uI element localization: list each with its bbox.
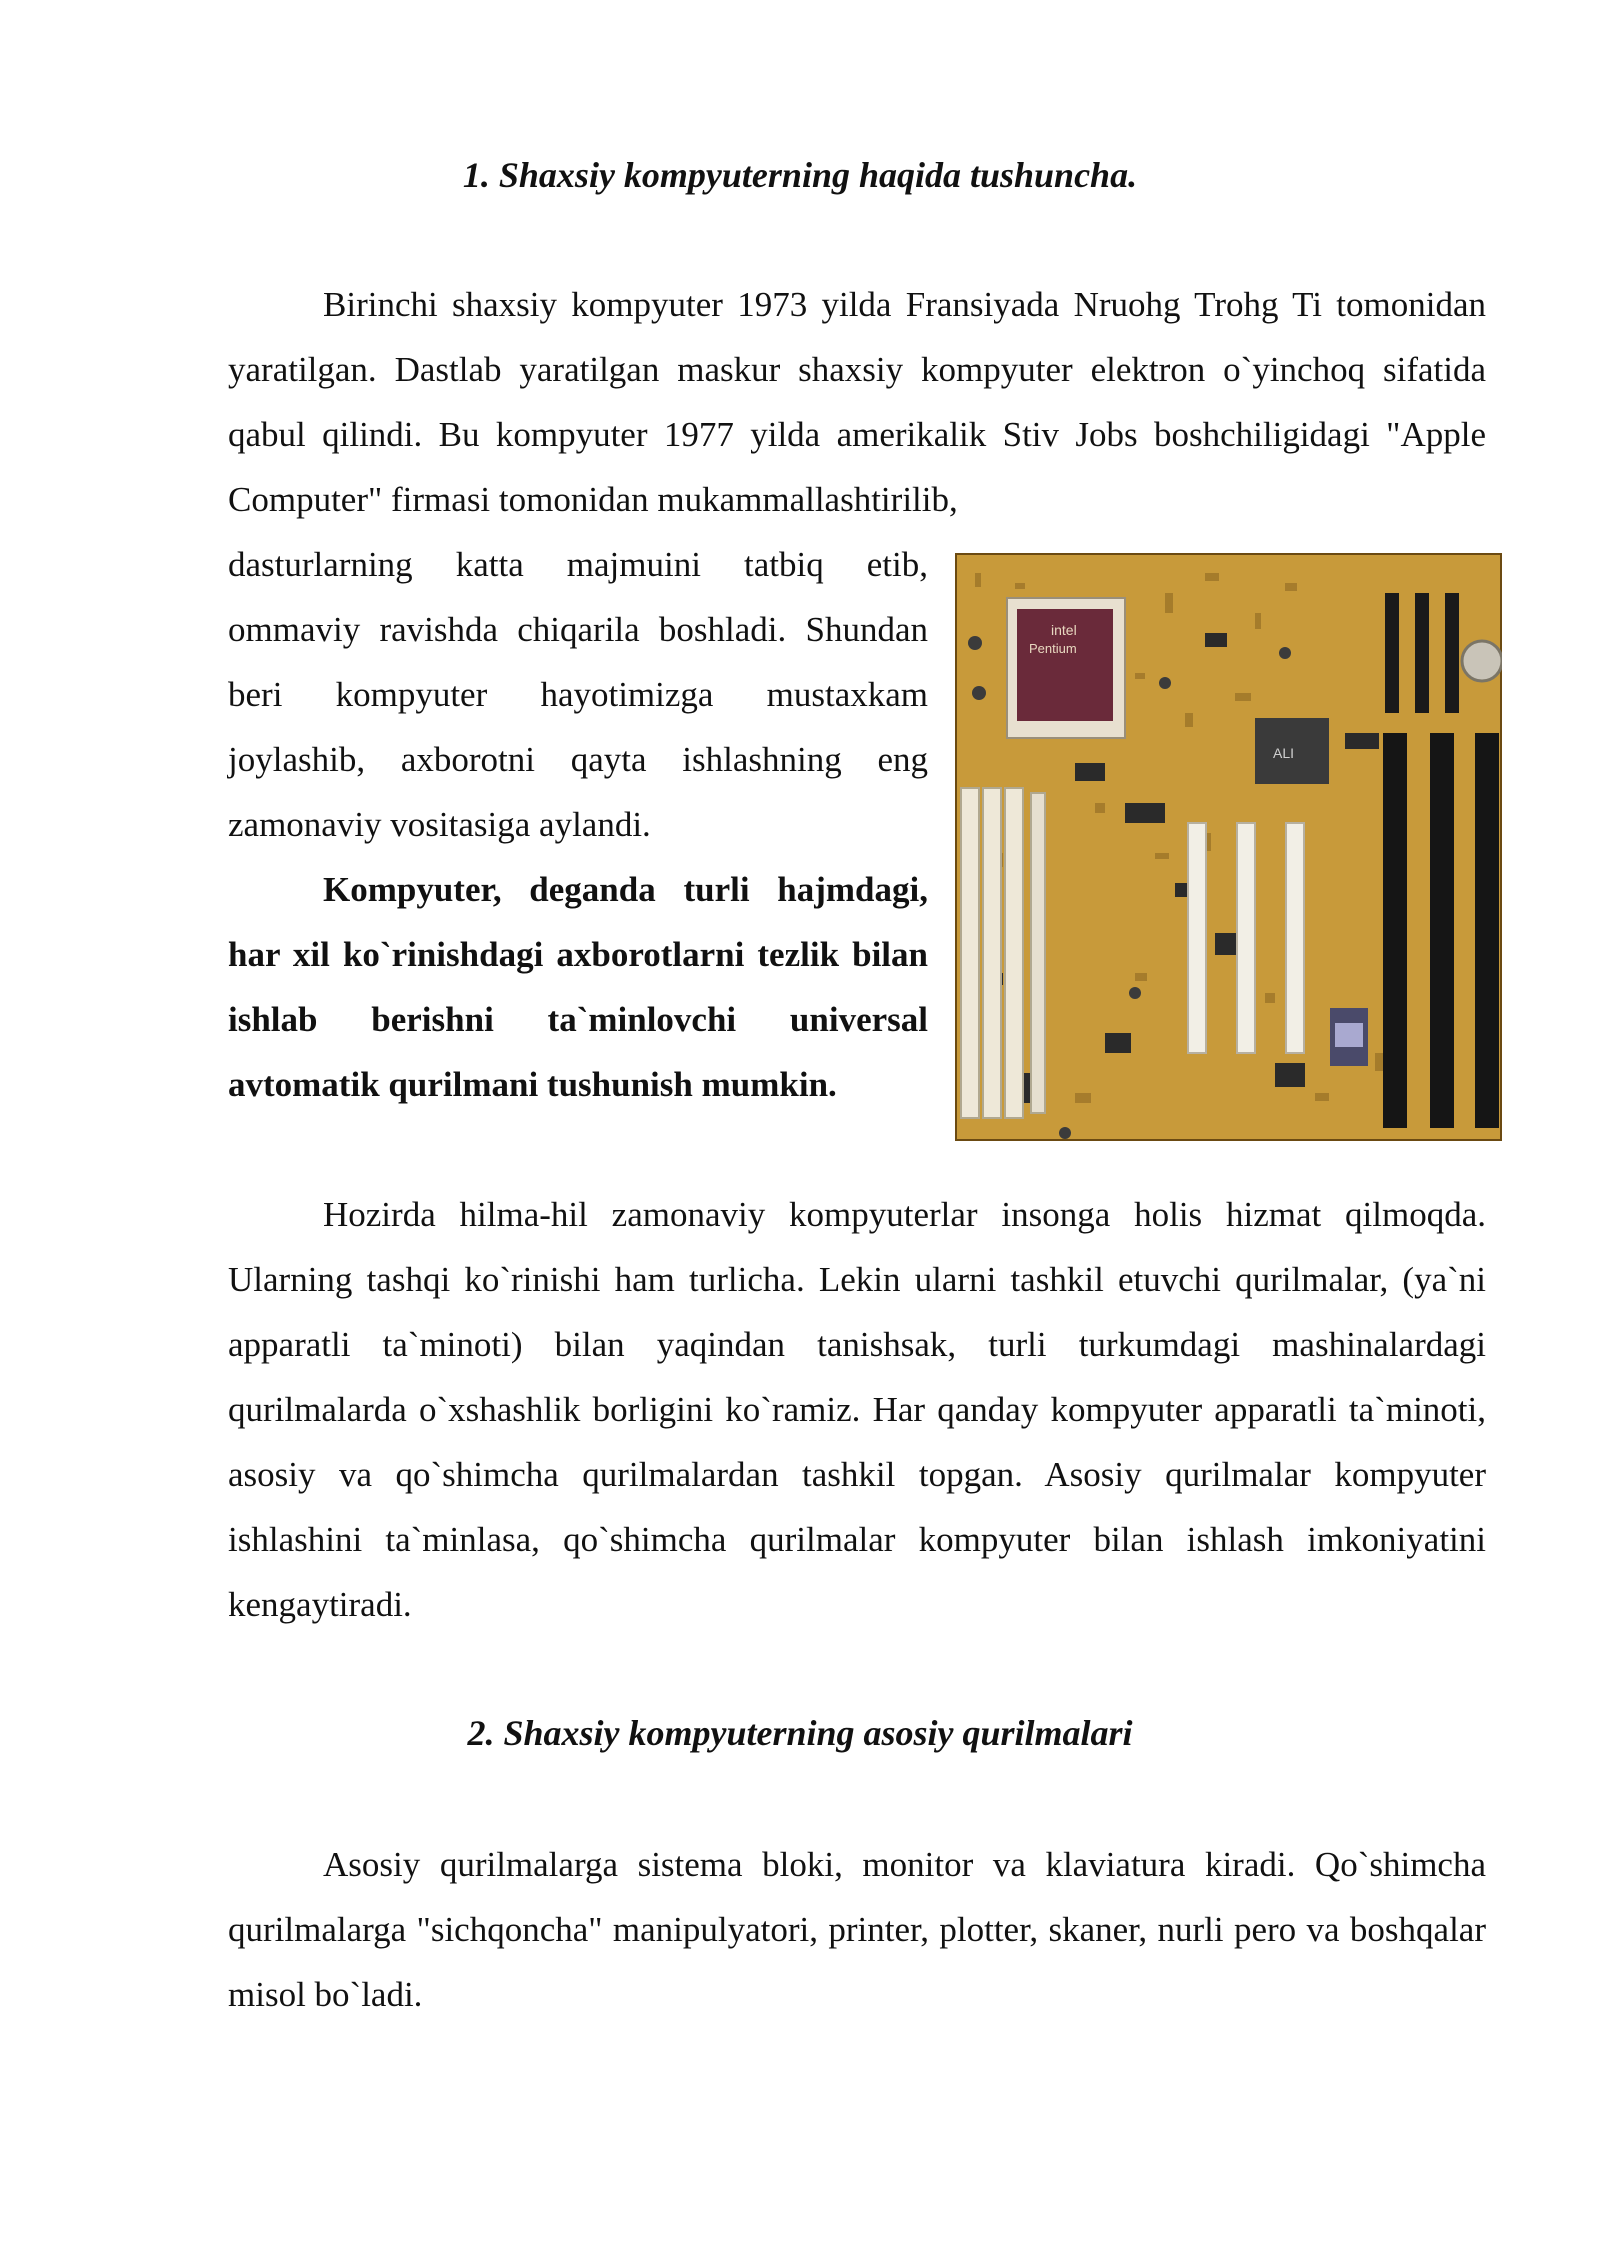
section2-paragraph-1: Asosiy qurilmalarga sistema bloki, monitor va klaviatura kiradi. Qo`shimcha qurilmalarga "sichqoncha" manipulyatori, printer, plotter, skaner, nurli pero va boshqalar misol bo`ladi.: [228, 1845, 1486, 2014]
chipset-label: ALI: [1273, 745, 1295, 761]
section1-paragraph-1-wide: Birinchi shaxsiy kompyuter 1973 yilda Fransiyada Nruohg Trohg Ti tomonidan yaratilgan. Dastlab yaratilgan maskur shaxsiy kompyuter elektron o`yinchoq sifatida qabul qilindi. Bu kompyuter 1977 yilda amerikalik Stiv Jobs boshchiligidagi "Apple Computer" firmasi tomonidan mukammallashtirilib,: [228, 285, 1486, 519]
section2-title: 2. Shaxsiy kompyuterning asosiy qurilmalari: [467, 1713, 1133, 1753]
section1-paragraph-2: Hozirda hilma-hil zamonaviy kompyuterlar insonga holis hizmat qilmoqda. Ularning tashqi ko`rinishi ham turlicha. Lekin ularni tashkil etuvchi qurilmalar, (ya`ni apparatli ta`minoti) bilan yaqindan tanishsak, turli turkumdagi mashinalardagi qurilmalarda o`xshashlik borligini ko`ramiz. Har qanday kompyuter apparatli ta`minoti, asosiy va qo`shimcha qurilmalardan tashkil topgan. Asosiy qurilmalar kompyuter ishlashini ta`minlasa, qo`shimcha qurilmalar kompyuter bilan ishlash imkoniyatini kengaytiradi.: [228, 1195, 1486, 1624]
cpu-label-model: Pentium: [1029, 641, 1077, 656]
motherboard-image: [955, 553, 1502, 1141]
cpu-label-brand: intel: [1051, 622, 1077, 638]
computer-definition: Kompyuter, deganda turli hajmdagi, har xil ko`rinishdagi axborotlarni tezlik bilan ishlab berishni ta`minlovchi universal avtomatik qurilmani tushunish mumkin.: [228, 870, 928, 1104]
section1-title: 1. Shaxsiy kompyuterning haqida tushuncha.: [462, 155, 1138, 195]
section1-paragraph-1-narrow: dasturlarning katta majmuini tatbiq etib, ommaviy ravishda chiqarila boshladi. Shundan beri kompyuter hayotimizga mustaxkam joylashib, axborotni qayta ishlashning eng zamonaviy vositasiga aylandi.: [228, 545, 928, 844]
